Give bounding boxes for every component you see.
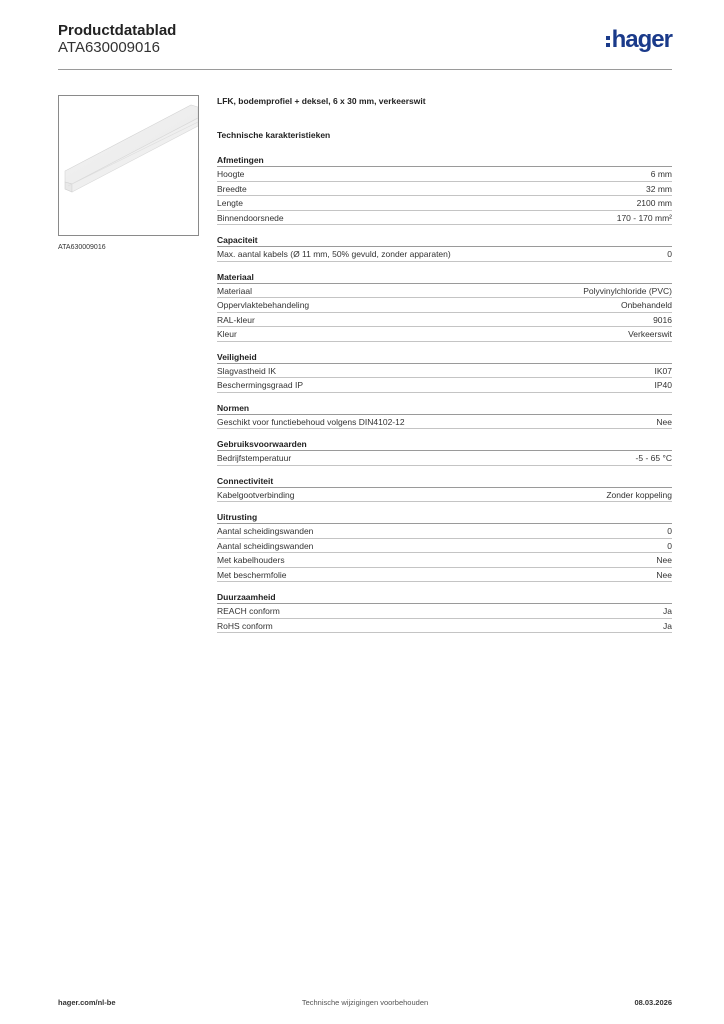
section-title: Normen [217,401,672,415]
document-title: Productdatablad [58,22,177,39]
spec-value: 32 mm [646,183,672,194]
spec-row [217,451,672,466]
footer-date: 08.03.2026 [634,998,672,1007]
spec-label: Binnendoorsnede [217,212,284,223]
spec-label: Aantal scheidingswanden [217,526,314,536]
page-header [58,22,672,70]
spec-value: IP40 [654,380,672,390]
section-title: Capaciteit [217,233,672,247]
spec-label: Bedrijfstemperatuur [217,453,292,463]
spec-row [217,284,672,299]
spec-row [217,167,672,182]
spec-label: RAL-kleur [217,314,255,325]
page-footer [58,998,672,1010]
image-caption: ATA630009016 [58,244,106,251]
cable-trunking-illustration [59,96,198,235]
logo-dots-icon [606,36,610,47]
spec-value: Nee [656,416,672,427]
spec-label: Met beschermfolie [217,569,287,580]
technical-characteristics-title: Technische karakteristieken [217,130,331,140]
section-title: Gebruiksvoorwaarden [217,437,672,451]
spec-value: IK07 [654,365,672,376]
spec-row [217,488,672,503]
spec-row [217,182,672,197]
section-gebruiksvoorwaarden [217,437,672,466]
spec-label: Lengte [217,198,243,208]
spec-row [217,196,672,211]
spec-value: Polyvinylchloride (PVC) [583,285,672,296]
section-uitrusting [217,510,672,582]
spec-value: Verkeerswit [628,329,672,339]
spec-row [217,524,672,539]
spec-row [217,313,672,328]
product-code: ATA630009016 [58,39,161,56]
section-title: Duurzaamheid [217,590,672,604]
spec-value: Onbehandeld [620,300,672,310]
spec-label: Kleur [217,329,237,339]
spec-value: 2100 mm [636,198,672,208]
hager-logo [606,28,672,52]
spec-row [217,539,672,554]
section-materiaal [217,270,672,342]
spec-row [217,415,672,430]
product-image [58,95,199,236]
spec-row [217,364,672,379]
spec-row [217,619,672,634]
spec-label: Geschikt voor functiebehoud volgens DIN4102-12 [217,416,405,427]
spec-row [217,247,672,262]
spec-row [217,211,672,226]
spec-value: Ja [663,606,672,616]
spec-value: 0 [667,526,672,536]
section-title: Materiaal [217,270,672,284]
spec-value: Zonder koppeling [606,489,672,500]
spec-row [217,327,672,342]
spec-label: Hoogte [217,169,245,179]
section-capaciteit [217,233,672,262]
section-veiligheid [217,350,672,393]
logo-text: hager [611,26,672,53]
spec-value: 9016 [653,314,672,325]
spec-row [217,298,672,313]
spec-value: 170 - 170 mm² [616,212,672,223]
spec-value: -5 - 65 °C [635,453,672,463]
spec-value: Ja [663,620,672,631]
section-title: Afmetingen [217,153,672,167]
product-description: LFK, bodemprofiel + deksel, 6 x 30 mm, verkeerswit [217,96,426,106]
section-title: Veiligheid [217,350,672,364]
spec-label: Max. aantal kabels (Ø 11 mm, 50% gevuld, zonder apparaten) [217,249,451,259]
spec-content [217,96,672,641]
spec-label: Slagvastheid IK [217,365,277,376]
section-connectiviteit [217,474,672,503]
section-title: Connectiviteit [217,474,672,488]
section-normen [217,401,672,430]
section-afmetingen [217,153,672,225]
spec-value: 0 [667,249,672,259]
spec-label: Aantal scheidingswanden [217,540,314,551]
spec-row [217,378,672,393]
section-duurzaamheid [217,590,672,633]
footer-disclaimer: Technische wijzigingen voorbehouden [301,998,429,1007]
spec-label: Met kabelhouders [217,555,285,565]
spec-label: REACH conform [217,606,280,616]
footer-website-link[interactable]: hager.com/nl-be [58,998,116,1007]
spec-row [217,553,672,568]
spec-label: Oppervlaktebehandeling [217,300,310,310]
spec-label: Beschermingsgraad IP [217,380,303,390]
spec-value: Nee [656,569,672,580]
spec-label: Kabelgootverbinding [217,489,295,500]
spec-label: Materiaal [217,285,252,296]
spec-value: Nee [656,555,672,565]
spec-value: 0 [667,540,672,551]
spec-row [217,568,672,583]
spec-value: 6 mm [650,169,672,179]
section-title: Uitrusting [217,510,672,524]
spec-row [217,604,672,619]
spec-label: RoHS conform [217,620,273,631]
spec-label: Breedte [217,183,247,194]
